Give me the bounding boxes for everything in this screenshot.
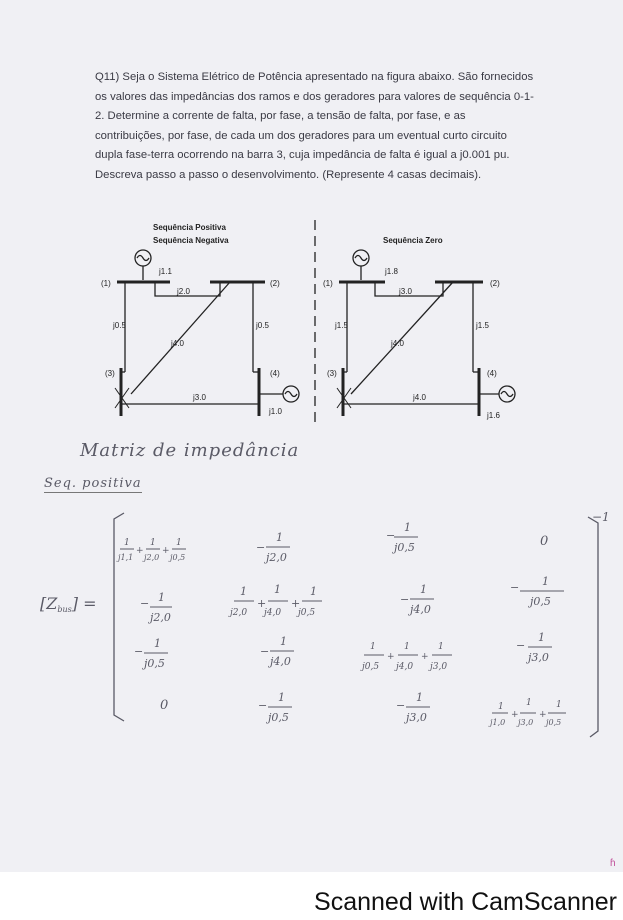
left-bus1-label: (1)	[101, 279, 111, 288]
svg-text:1: 1	[280, 635, 287, 648]
impedance-matrix	[40, 505, 615, 745]
cell-1-3	[386, 521, 418, 554]
svg-text:1: 1	[420, 583, 427, 596]
right-bus2-label: (2)	[490, 279, 500, 288]
right-bus4-label: (4)	[487, 369, 497, 378]
svg-text:+: +	[539, 710, 547, 720]
left-bus2-label: (2)	[270, 279, 280, 288]
right-title-zero: Sequência Zero	[383, 236, 443, 245]
right-z24: j1.5	[476, 321, 489, 330]
left-z34: j3.0	[193, 393, 206, 402]
handwritten-title: Matriz de impedância	[80, 440, 300, 461]
right-bus1-label: (1)	[323, 279, 333, 288]
svg-text:j0,5: j0,5	[144, 657, 165, 670]
svg-text:1: 1	[498, 702, 504, 712]
right-z13: j1.5	[335, 321, 348, 330]
cell-2-4	[510, 575, 564, 608]
svg-text:j0,5: j0,5	[394, 541, 415, 554]
svg-text:j2,0: j2,0	[230, 608, 248, 618]
svg-text:+: +	[162, 546, 170, 556]
svg-text:−: −	[516, 639, 526, 652]
cell-4-3	[396, 691, 430, 724]
svg-text:−: −	[258, 699, 268, 712]
svg-text:+: +	[421, 652, 429, 662]
svg-text:+: +	[257, 597, 267, 610]
svg-text:j4,0: j4,0	[396, 662, 414, 672]
svg-text:−: −	[256, 541, 266, 554]
svg-text:+: +	[511, 710, 519, 720]
svg-text:j4,0: j4,0	[410, 603, 431, 616]
left-gen1-impedance: j1.1	[159, 267, 172, 276]
svg-text:−: −	[140, 597, 150, 610]
svg-text:1: 1	[538, 631, 545, 644]
svg-text:j3,0: j3,0	[518, 718, 534, 727]
left-z24: j0.5	[256, 321, 269, 330]
svg-text:1: 1	[154, 637, 161, 650]
matrix-exponent: −1	[592, 510, 610, 524]
svg-text:j2,0: j2,0	[144, 553, 160, 562]
svg-text:1: 1	[150, 538, 156, 548]
cell-2-3	[400, 583, 434, 616]
svg-text:1: 1	[310, 585, 317, 598]
svg-text:1: 1	[542, 575, 549, 588]
svg-text:j3,0: j3,0	[406, 711, 427, 724]
cell-4-2	[258, 691, 292, 724]
svg-text:j0,5: j0,5	[170, 553, 186, 562]
svg-text:1: 1	[158, 591, 165, 604]
cell-2-1	[140, 591, 172, 624]
svg-text:1: 1	[240, 585, 247, 598]
left-title-positive: Sequência Positiva	[153, 223, 226, 232]
power-system-diagram	[95, 218, 525, 428]
cell-1-2	[256, 531, 290, 564]
svg-text:−: −	[400, 593, 410, 606]
svg-text:j0,5: j0,5	[298, 608, 316, 618]
svg-text:1: 1	[404, 521, 411, 534]
svg-text:j0,5: j0,5	[546, 718, 562, 727]
svg-text:−: −	[396, 699, 406, 712]
svg-text:+: +	[291, 597, 301, 610]
svg-text:+: +	[136, 546, 144, 556]
svg-text:j4,0: j4,0	[270, 655, 291, 668]
svg-text:j1,0: j1,0	[490, 718, 506, 727]
svg-text:1: 1	[416, 691, 423, 704]
scanner-mark: ɦ	[610, 858, 616, 869]
left-z13: j0.5	[113, 321, 126, 330]
svg-text:j2,0: j2,0	[150, 611, 171, 624]
cell-4-1: 0	[160, 698, 169, 713]
svg-text:1: 1	[404, 642, 410, 652]
matrix-left-bracket	[114, 513, 124, 721]
cell-1-4: 0	[540, 534, 549, 549]
svg-text:j0,5: j0,5	[268, 711, 289, 724]
svg-text:1: 1	[176, 538, 182, 548]
svg-text:+: +	[387, 652, 395, 662]
svg-text:1: 1	[526, 698, 532, 708]
handwritten-subtitle: Seq. positiva	[44, 476, 142, 491]
svg-text:j3,0: j3,0	[528, 651, 549, 664]
svg-text:−: −	[510, 581, 520, 594]
cell-3-2	[260, 635, 294, 668]
svg-text:1: 1	[124, 538, 130, 548]
svg-text:j3,0: j3,0	[430, 662, 448, 672]
svg-text:1: 1	[438, 642, 444, 652]
svg-text:1: 1	[278, 691, 285, 704]
svg-text:j0,5: j0,5	[362, 662, 380, 672]
right-gen1-impedance: j1.8	[385, 267, 398, 276]
cell-3-4	[516, 631, 552, 664]
scanner-footer	[0, 872, 623, 920]
svg-text:−: −	[260, 645, 270, 658]
svg-text:1: 1	[276, 531, 283, 544]
svg-text:j0,5: j0,5	[530, 595, 551, 608]
right-gen4-impedance: j1.6	[487, 411, 500, 420]
cell-3-3	[360, 642, 452, 672]
svg-text:−: −	[134, 645, 144, 658]
svg-text:j4,0: j4,0	[264, 608, 282, 618]
svg-text:1: 1	[274, 583, 281, 596]
left-z12: j2.0	[177, 287, 190, 296]
svg-text:j1,1: j1,1	[118, 553, 134, 562]
question-text: Q11) Seja o Sistema Elétrico de Potência apresentado na figura abaixo. São fornecidos os valores das impedâncias dos ramos e dos geradores para valores de sequência 0-1-2. Determine a corrente de falta, por fase, a tensão de falta, por fase, e as contribuições, por fase, de cada um dos geradores para um eventual curto circuito dupla fase-terra ocorrendo na barra 3, cuja impedância de falta é igual a j0.001 pu. Descreva passo a passo o desenvolvimento. (Represente 4 casas decimais).	[95, 71, 534, 181]
right-z34: j4.0	[413, 393, 426, 402]
svg-text:−: −	[386, 529, 396, 542]
right-z12: j3.0	[399, 287, 412, 296]
left-bus4-label: (4)	[270, 369, 280, 378]
svg-text:j2,0: j2,0	[266, 551, 287, 564]
left-bus3-label: (3)	[105, 369, 115, 378]
cell-4-4	[488, 698, 566, 727]
matrix-right-bracket	[588, 517, 598, 737]
matrix-lhs: [Zbus] =	[40, 594, 97, 614]
cell-1-1	[116, 538, 186, 562]
right-bus3-label: (3)	[327, 369, 337, 378]
cell-2-2	[228, 583, 322, 618]
svg-text:1: 1	[370, 642, 376, 652]
left-z23: j4.0	[171, 339, 184, 348]
left-gen4-impedance: j1.0	[269, 407, 282, 416]
footer-text: Scanned with CamScanner	[314, 888, 617, 916]
right-z23: j4.0	[391, 339, 404, 348]
svg-text:1: 1	[556, 700, 562, 710]
left-title-negative: Sequência Negativa	[153, 236, 229, 245]
cell-3-1	[134, 637, 168, 670]
